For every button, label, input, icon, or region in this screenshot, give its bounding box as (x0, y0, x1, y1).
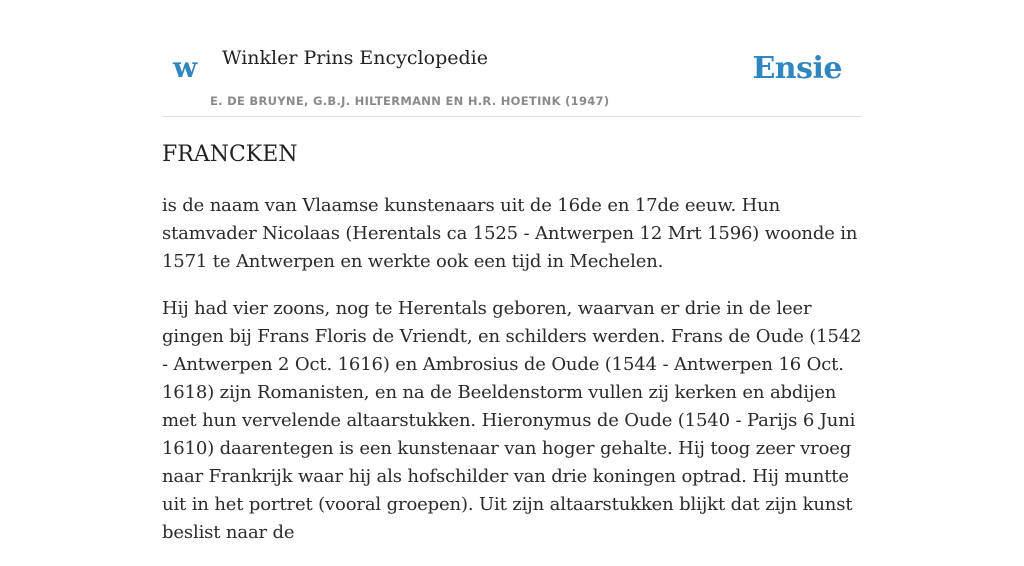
article-paragraph: is de naam van Vlaamse kunstenaars uit de 16de en 17de eeuw. Hun stamvader Nicolaas (Herentals ca 1525 - Antwerpen 12 Mrt 1596) woonde in 1571 te Antwerpen en werkte ook een tijd in Mechelen. (162, 195, 858, 272)
entry-title: FRANCKEN (162, 142, 298, 167)
article-paragraph: Hij had vier zoons, nog te Herentals geboren, waarvan er drie in de leer gingen bij Frans Floris de Vriendt, en schilders werden. Frans de Oude (1542 - Antwerpen 2 Oct. 1616) en Ambrosius de Oude (1544 - Antwerpen 16 Oct. 1618) zijn Romanisten, en na de Beeldenstorm vullen zij kerken en abdijen met hun vervelende altaarstukken. Hieronymus de Oude (1540 - Parijs 6 Juni 1610) daarentegen is een kunstenaar van hoger gehalte. Hij toog zeer vroeg naar Frankrijk waar hij als hofschilder van drie koningen optrad. Hij muntte uit in het portret (vooral groepen). Uit zijn altaarstukken blijkt dat zijn kunst beslist naar de (162, 298, 862, 543)
publication-authors: E. DE BRUYNE, G.B.J. HILTERMANN EN H.R. HOETINK (1947) (210, 94, 610, 108)
winkler-prins-logo-icon[interactable]: w (173, 51, 198, 84)
ensie-logo-link[interactable]: Ensie (752, 51, 842, 86)
source-header (162, 0, 862, 117)
publication-title[interactable]: Winkler Prins Encyclopedie (222, 47, 488, 69)
article-content (162, 138, 862, 566)
